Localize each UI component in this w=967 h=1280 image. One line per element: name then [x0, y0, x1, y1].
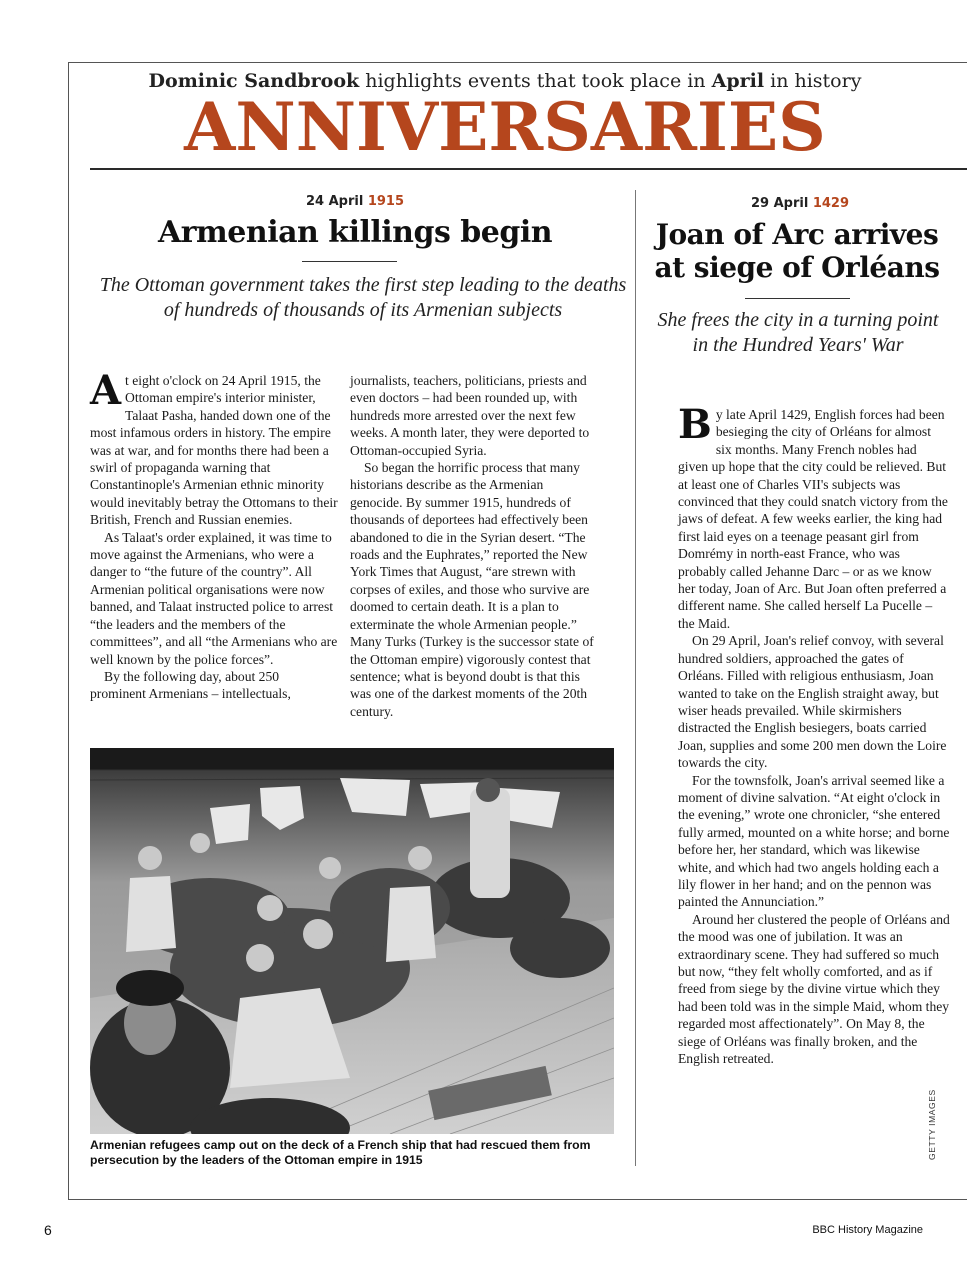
masthead-rule — [90, 168, 967, 170]
left-headline-rule — [302, 261, 397, 262]
right-headline-rule — [745, 298, 850, 299]
body-paragraph: By the following day, about 250 prominent Armenians – intellectuals, — [90, 668, 291, 702]
body-paragraph — [90, 367, 338, 529]
body-paragraph: journalists, teachers, politicians, priests and even doctors – had been rounded up, with hundreds more arrested over the next few weeks. A month later, they were deported to Ottoman-occupied Syria. — [350, 373, 590, 458]
left-date-year: 1915 — [367, 194, 405, 209]
photo-credit: GETTY IMAGES — [927, 1089, 937, 1160]
photo-illustration — [90, 748, 614, 1134]
body-paragraph: So began the horrific process that many historians describe as the Armenian genocide. By summer 1915, hundreds of thousands of deportees had effectively been abandoned to die in the Syrian desert. “The roads and the Euphrates,” reported the New York Times that August, “are strewn with corpses of exiles, and those who survive are doomed to certain death. It is a plan to exterminate the whole Armenian people.” Many Turks (Turkey is the successor state of the Ottoman empire) vigorously contest that sentence; what is beyond doubt is that this was one of the darkest moments of the 20th century. — [350, 460, 594, 719]
drop-cap: A — [90, 367, 122, 414]
section-title: ANNIVERSARIES — [184, 88, 826, 166]
right-date-day: 29 April — [750, 196, 809, 211]
left-standfirst: The Ottoman government takes the first step leading to the deaths of hundreds of thousands of its Armenian subjects — [99, 274, 627, 321]
photo-caption: Armenian refugees camp out on the deck of a French ship that had rescued them from persecution by the leaders of the Ottoman empire in 1915 — [90, 1138, 591, 1167]
body-paragraph: For the townsfolk, Joan's arrival seemed like a moment of divine salvation. “At eight o'clock in the evening,” wrote one chronicler, “she entered fully armed, mounted on a white horse; and borne before her, her standard, which was likewise white, and which had two angels holding each a lily flower in her hand; and on the pennon was painted the Annunciation.” — [678, 772, 950, 910]
page-number: 6 — [44, 1222, 52, 1238]
paragraph-text: t eight o'clock on 24 April 1915, the Ottoman empire's interior minister, Talaat Pasha, handed down one of the most infamous orders in history. The empire was at war, and for months there had been a swirl of propaganda warning that Constantinople's Armenian ethnic minority would inevitably betray the Ottomans to their British, French and Russian enemies. — [90, 373, 338, 528]
kicker-mid: highlights events that took place in — [365, 70, 706, 92]
right-headline: Joan of Arc arrives at siege of Orléans — [654, 218, 940, 284]
body-paragraph — [678, 401, 950, 632]
left-body-column-1 — [90, 367, 338, 703]
left-date-day: 24 April — [305, 194, 364, 209]
left-headline: Armenian killings begin — [157, 215, 553, 250]
right-date-year: 1429 — [812, 196, 850, 211]
left-article-date — [90, 194, 620, 209]
drop-cap: B — [678, 401, 712, 448]
left-body-column-2 — [350, 372, 598, 720]
column-divider — [635, 190, 636, 1166]
right-standfirst: She frees the city in a turning point in the Hundred Years' War — [657, 309, 939, 356]
refugee-photo — [90, 748, 614, 1134]
kicker-end: in history — [770, 70, 862, 92]
kicker-month: April — [711, 70, 765, 92]
author-name: Dominic Sandbrook — [148, 70, 360, 92]
magazine-name: BBC History Magazine — [812, 1224, 923, 1236]
body-paragraph: On 29 April, Joan's relief convoy, with several hundred soldiers, approached the gates of Orléans. Filled with religious enthusiasm, Joan wanted to take on the English straight away, but wiser heads prevailed. While skirmishers distracted the English besiegers, boats carried Joan, supplies and some 200 men down the Loire towards the city. — [678, 633, 947, 771]
right-article-date — [650, 196, 950, 211]
right-body-column — [678, 401, 950, 1067]
body-paragraph: As Talaat's order explained, it was time to move against the Armenians, who were a danger to “the future of the country”. All Armenian political organisations were now banned, and Talaat instructed police to arrest “the leaders and the members of the committees”, and all “the Armenians who are well known by the police forces”. — [90, 529, 338, 667]
body-paragraph: Around her clustered the people of Orléans and the mood was one of jubilation. It was an extraordinary scene. They had suffered so much but now, “they felt wholly comforted, and as if freed from siege by the divine virtue which they had been told was in the simple Maid, whom they regarded most affectionately”. On May 8, the siege of Orléans was finally broken, and the English retreated. — [678, 911, 950, 1067]
paragraph-text: y late April 1429, English forces had been besieging the city of Orléans for almost six months. Many French nobles had given up hope that the city could be relieved. But at least one of Charles VII's subjects was convinced that they could snatch victory from the jaws of defeat. A few weeks earlier, the king had first laid eyes on a teenage peasant girl from Domrémy in north-east France, who was probably called Jehanne Darc – or as we know her today, Joan of Arc. But Joan often preferred a different name. She called herself La Pucelle – the Maid. — [678, 407, 948, 631]
